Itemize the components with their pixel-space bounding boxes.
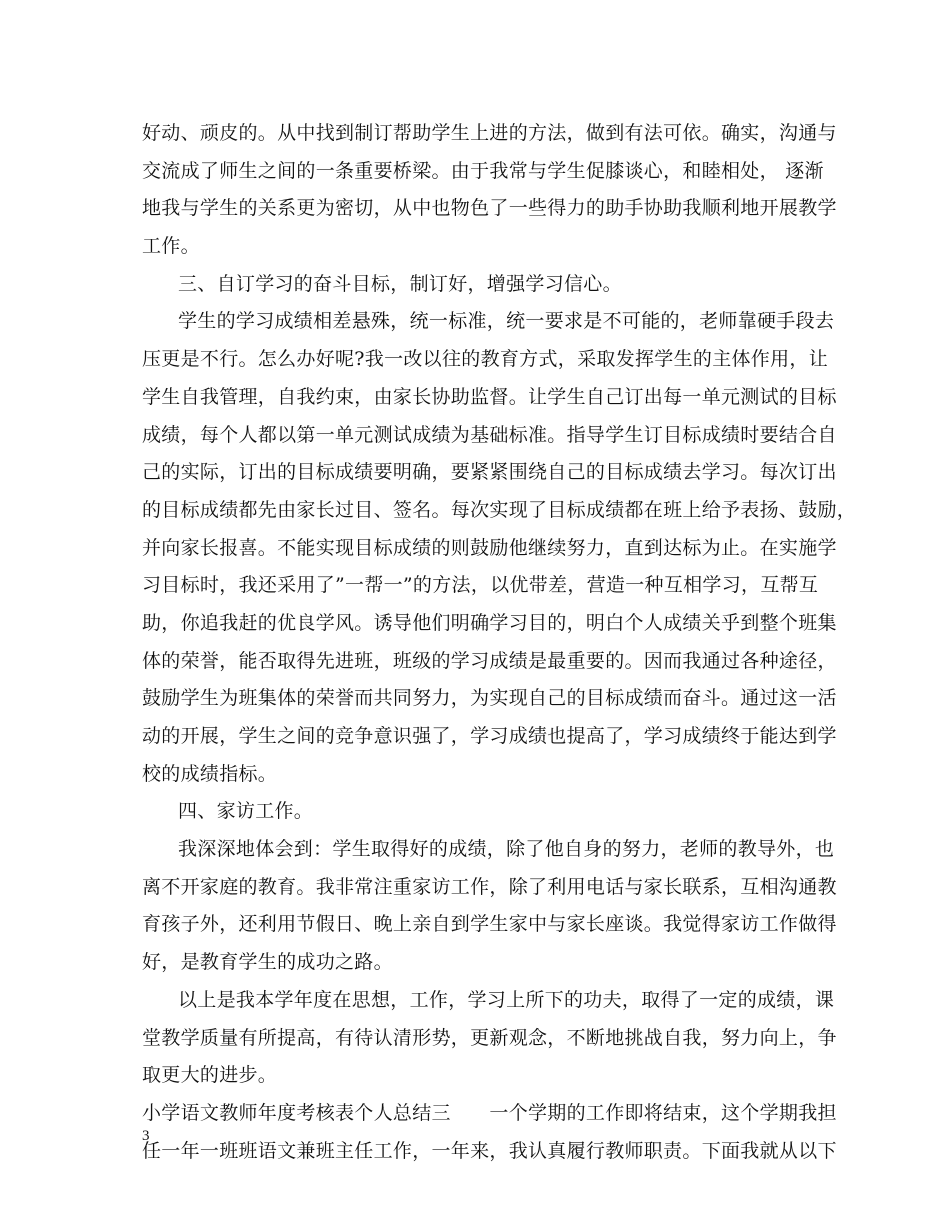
text-line: 地我与学生的关系更为密切，从中也物色了一些得力的助手协助我顺利地开展教学: [142, 197, 837, 220]
text-line: 压更是不行。怎么办好呢?我一改以往的教育方式，采取发挥学生的主体作用，让: [142, 348, 828, 371]
text-line: 成绩，每个人都以第一单元测试成绩为基础标准。指导学生订目标成绩时要结合自: [142, 423, 837, 446]
text-line: 动的开展，学生之间的竞争意识强了，学习成绩也提高了，学习成绩终于能达到学: [142, 725, 837, 747]
text-line: 并向家长报喜。不能实现目标成绩的则鼓励他继续努力，直到达标为止。在实施学: [142, 536, 837, 559]
text-line: 我深深地体会到：学生取得好的成绩，除了他自身的努力，老师的教导外，也: [178, 838, 835, 861]
text-line: 小学语文教师年度考核表个人总结三 一个学期的工作即将结束，这个学期我担: [142, 1101, 837, 1124]
text-line: 校的成绩指标。: [142, 762, 278, 785]
text-line: 好动、顽皮的。从中找到制订帮助学生上进的方法，做到有法可依。确实，沟通与: [142, 122, 837, 144]
text-line: 学生的学习成绩相差悬殊，统一标准，统一要求是不可能的，老师靠硬手段去: [178, 310, 835, 333]
text-line: 交流成了师生之间的一条重要桥梁。由于我常与学生促膝谈心，和睦相处， 逐渐: [142, 159, 824, 182]
text-line: 己的实际，订出的目标成绩要明确，要紧紧围绕自己的目标成绩去学习。每次订出: [142, 461, 837, 484]
text-line: 习目标时，我还采用了”一帮一”的方法，以优带差，营造一种互相学习，互帮互: [142, 574, 819, 597]
text-line: 四、家访工作。: [178, 800, 314, 823]
text-line: 堂教学质量有所提高，有待认清形势，更新观念，不断地挑战自我，努力向上，争: [142, 1026, 837, 1049]
text-line: 取更大的进步。: [142, 1064, 278, 1087]
text-line: 任一年一班班语文兼班主任工作，一年来，我认真履行教师职责。下面我就从以下: [142, 1139, 837, 1162]
page-number: 3: [142, 1128, 150, 1144]
text-line: 育孩子外，还利用节假日、晚上亲自到学生家中与家长座谈。我觉得家访工作做得: [142, 913, 837, 936]
text-line: 工作。: [142, 235, 200, 258]
text-line: 学生自我管理，自我约束，由家长协助监督。让学生自己订出每一单元测试的目标: [142, 385, 837, 408]
text-line: 的目标成绩都先由家长过目、签名。每次实现了目标成绩都在班上给予表扬、鼓励，: [142, 498, 857, 521]
text-line: 离不开家庭的教育。我非常注重家访工作，除了利用电话与家长联系，互相沟通教: [142, 875, 837, 898]
text-line: 三、自订学习的奋斗目标，制订好，增强学习信心。: [178, 272, 622, 295]
document-body: [142, 115, 857, 1170]
text-line: 鼓励学生为班集体的荣誉而共同努力，为实现自己的目标成绩而奋斗。通过这一活: [142, 687, 837, 710]
text-line: 体的荣誉，能否取得先进班，班级的学习成绩是最重要的。因而我通过各种途径，: [142, 649, 837, 672]
text-line: 好，是教育学生的成功之路。: [142, 951, 393, 974]
text-line: 以上是我本学年度在思想，工作，学习上所下的功夫，取得了一定的成绩，课: [178, 988, 835, 1011]
text-line: 助，你追我赶的优良学风。诱导他们明确学习目的，明白个人成绩关乎到整个班集: [142, 611, 837, 634]
